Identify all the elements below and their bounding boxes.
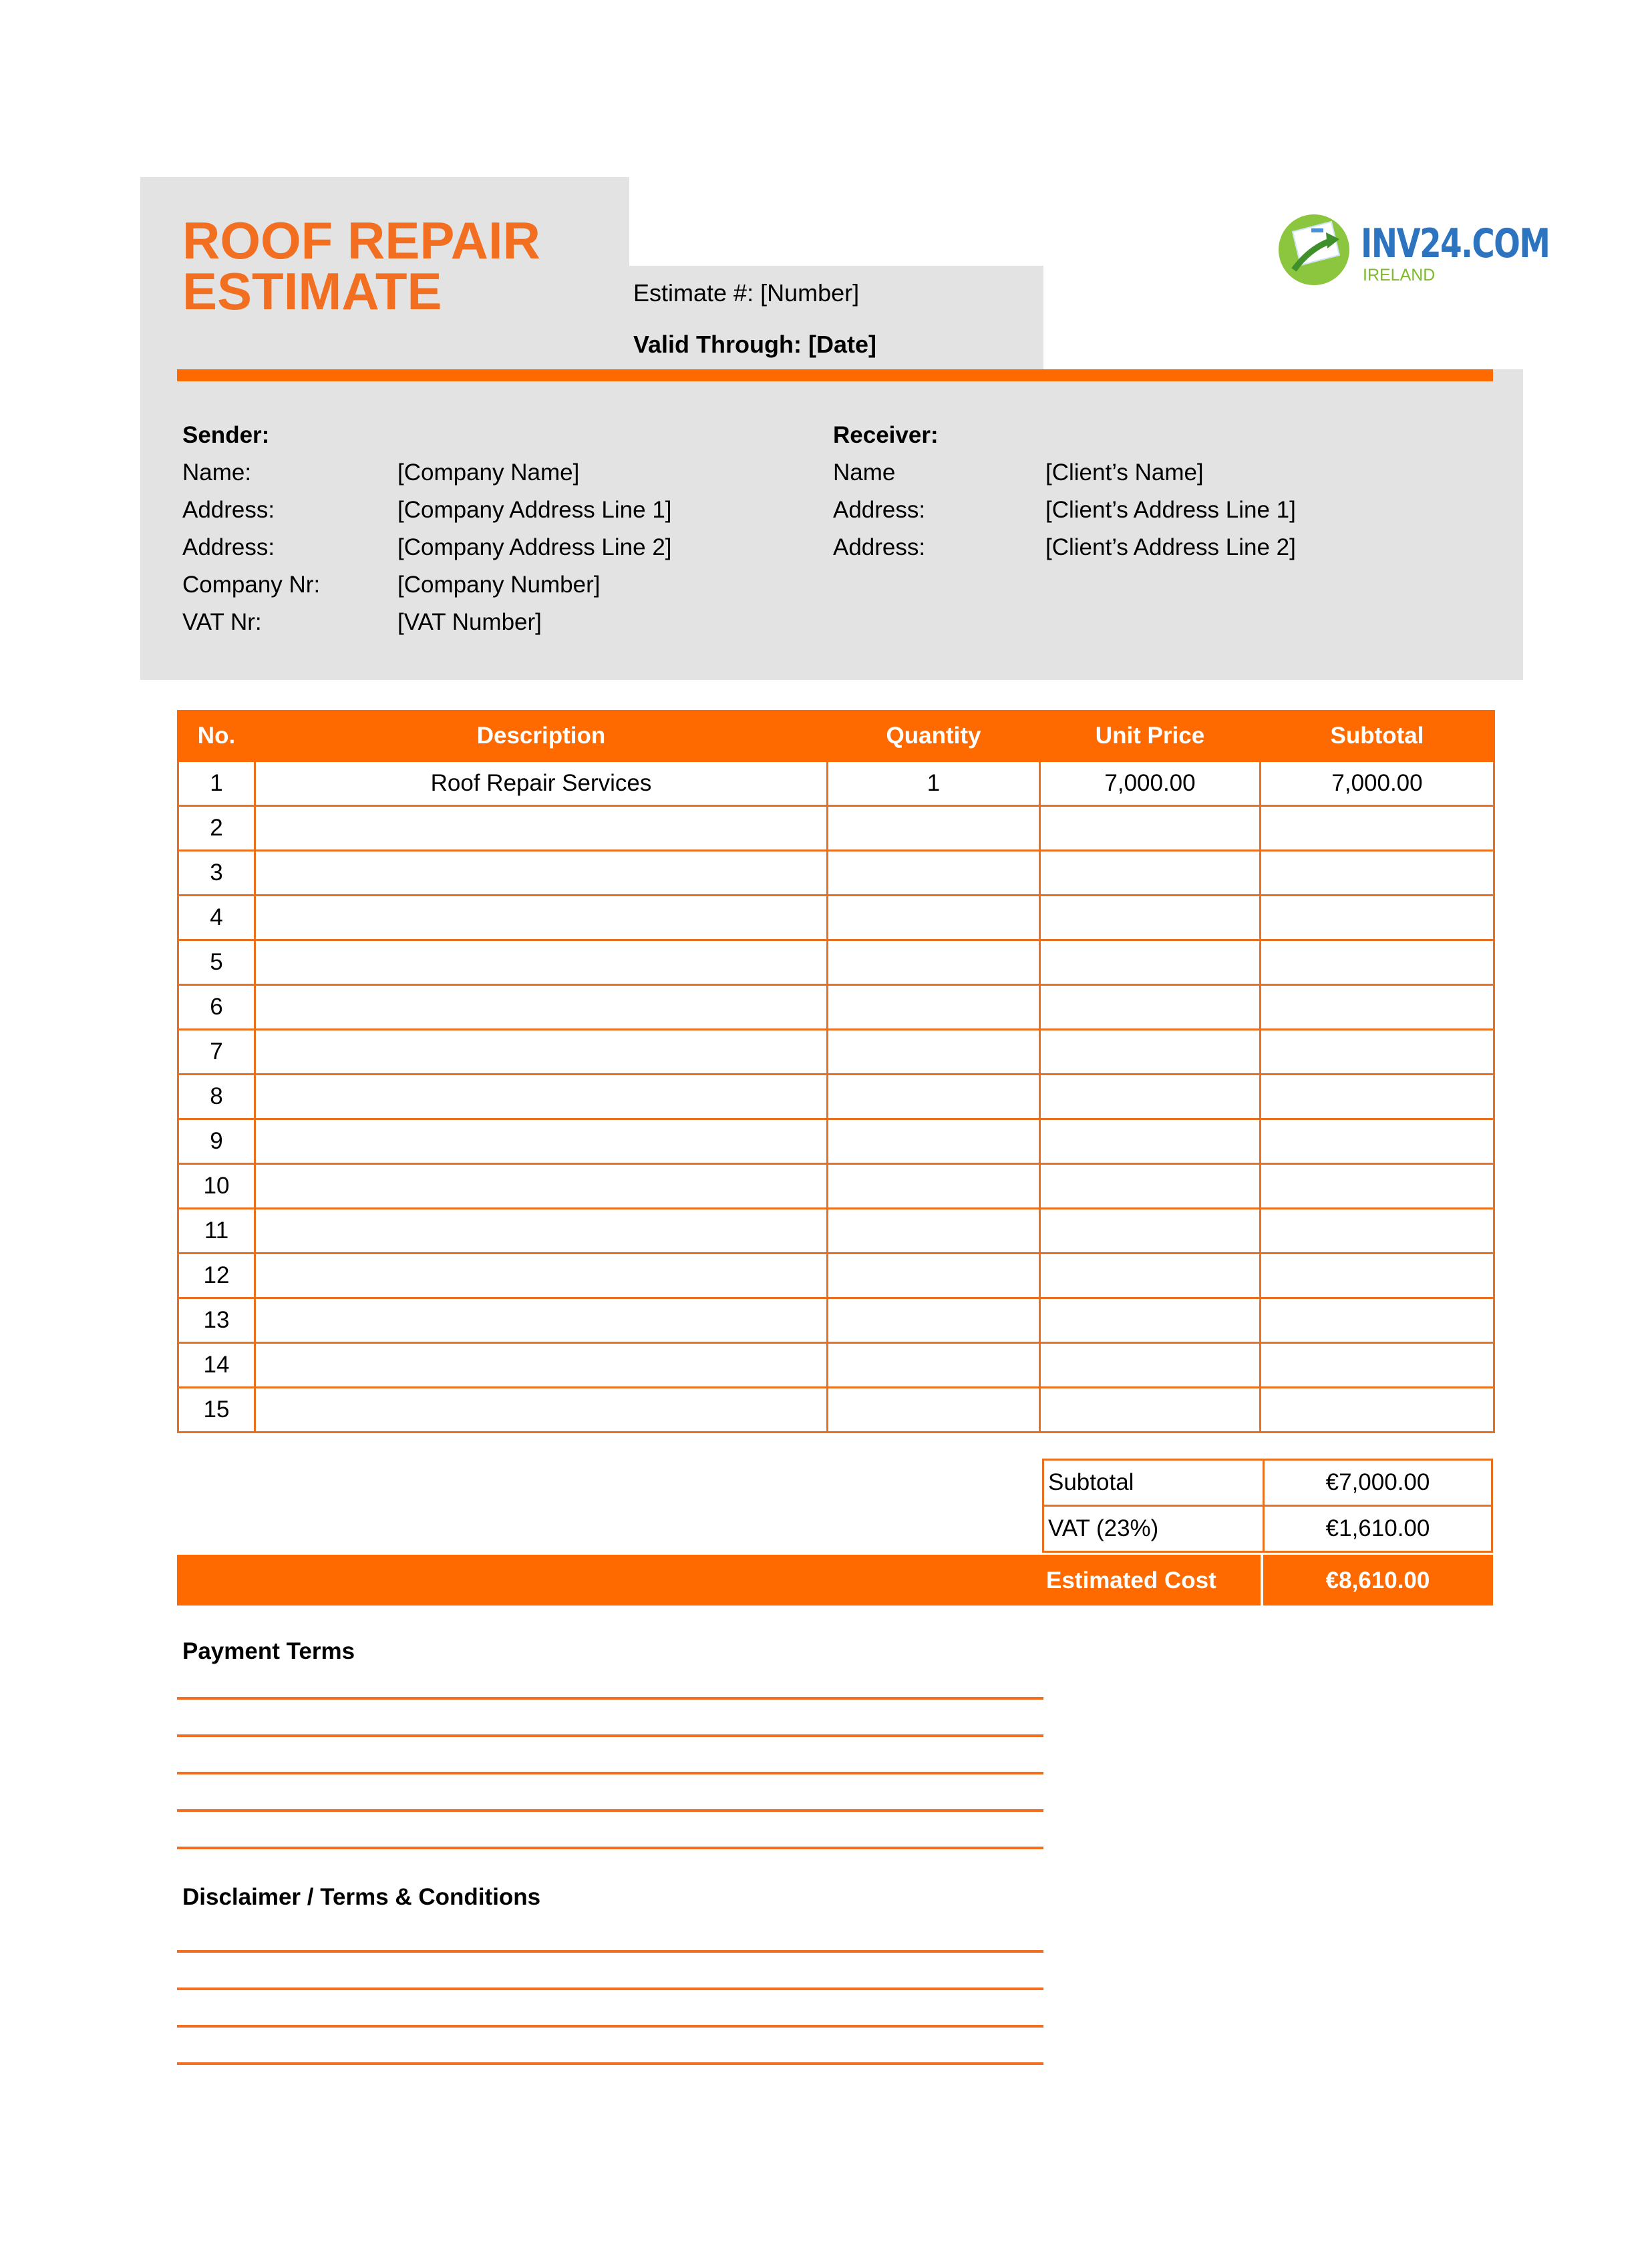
vat-label-cell [1042, 1505, 1265, 1553]
table-row [178, 1254, 1494, 1298]
cell-subtotal [1261, 1343, 1494, 1388]
cell-no: 12 [178, 1254, 255, 1298]
table-row [178, 1388, 1494, 1433]
receiver-value: [Client’s Address Line 1] [1045, 497, 1296, 523]
sender-value: [Company Name] [397, 459, 580, 486]
table-row [178, 761, 1494, 806]
cell-quantity [828, 1388, 1040, 1433]
table-row [178, 1298, 1494, 1343]
sender-heading: Sender: [182, 422, 270, 448]
items-table [177, 710, 1495, 1433]
cell-description [255, 851, 828, 896]
cell-quantity [828, 896, 1040, 940]
cell-quantity [828, 1343, 1040, 1388]
sender-value: [VAT Number] [397, 609, 542, 635]
cell-subtotal [1261, 1075, 1494, 1119]
column-header-description: Description [255, 711, 828, 761]
cell-unit-price [1040, 1030, 1261, 1075]
cell-subtotal [1261, 1298, 1494, 1343]
subtotal-label-cell [1042, 1459, 1265, 1507]
cell-subtotal [1261, 1030, 1494, 1075]
cell-quantity [828, 1209, 1040, 1254]
sender-label: VAT Nr: [182, 609, 262, 635]
cell-quantity [828, 851, 1040, 896]
table-row [178, 1119, 1494, 1164]
disclaimer-line [177, 2062, 1043, 2065]
party-panel [140, 369, 1523, 680]
payment-terms-line [177, 1847, 1043, 1849]
cell-description [255, 1119, 828, 1164]
disclaimer-line [177, 1988, 1043, 1990]
column-header-unit-price: Unit Price [1040, 711, 1261, 761]
logo-text: INV24.COM [1361, 220, 1550, 267]
column-header-no: No. [178, 711, 255, 761]
document-title-line1: ROOF REPAIR [182, 211, 540, 270]
cell-quantity [828, 985, 1040, 1030]
cell-subtotal [1261, 896, 1494, 940]
cell-description [255, 1209, 828, 1254]
sender-label: Address: [182, 497, 275, 523]
payment-terms-title: Payment Terms [182, 1638, 355, 1664]
cell-no: 14 [178, 1343, 255, 1388]
cell-no: 2 [178, 806, 255, 851]
sender-value: [Company Address Line 2] [397, 534, 672, 560]
cell-unit-price [1040, 1209, 1261, 1254]
estimated-cost-value: €8,610.00 [1325, 1567, 1430, 1593]
cell-unit-price: 7,000.00 [1040, 761, 1261, 806]
payment-terms-line [177, 1734, 1043, 1737]
cell-description [255, 896, 828, 940]
cell-description: Roof Repair Services [255, 761, 828, 806]
sender-label: Name: [182, 459, 252, 486]
disclaimer-line [177, 2025, 1043, 2028]
logo-subtext: IRELAND [1363, 266, 1436, 285]
subtotal-value-cell [1263, 1459, 1493, 1507]
cell-unit-price [1040, 1388, 1261, 1433]
table-row [178, 1209, 1494, 1254]
table-row [178, 1164, 1494, 1209]
payment-terms-line [177, 1809, 1043, 1812]
sender-label: Company Nr: [182, 572, 321, 598]
document-title-line2: ESTIMATE [182, 262, 442, 321]
table-row [178, 806, 1494, 851]
subtotal-value: €7,000.00 [1325, 1469, 1430, 1495]
cell-no: 1 [178, 761, 255, 806]
cell-unit-price [1040, 851, 1261, 896]
cell-quantity [828, 1030, 1040, 1075]
cell-subtotal [1261, 1254, 1494, 1298]
table-row [178, 940, 1494, 985]
cell-unit-price [1040, 1254, 1261, 1298]
vat-label: VAT (23%) [1048, 1515, 1159, 1541]
cell-subtotal [1261, 1164, 1494, 1209]
cell-subtotal [1261, 806, 1494, 851]
table-row [178, 1343, 1494, 1388]
table-row [178, 1030, 1494, 1075]
receiver-label: Address: [833, 497, 926, 523]
table-row [178, 896, 1494, 940]
cell-quantity [828, 1119, 1040, 1164]
cell-subtotal [1261, 851, 1494, 896]
cell-unit-price [1040, 1298, 1261, 1343]
cell-subtotal: 7,000.00 [1261, 761, 1494, 806]
cell-no: 8 [178, 1075, 255, 1119]
payment-terms-line [177, 1772, 1043, 1774]
cell-unit-price [1040, 1164, 1261, 1209]
receiver-value: [Client’s Name] [1045, 459, 1204, 486]
cell-description [255, 1254, 828, 1298]
table-header-row [178, 711, 1494, 761]
cell-no: 10 [178, 1164, 255, 1209]
cell-unit-price [1040, 1119, 1261, 1164]
cell-no: 7 [178, 1030, 255, 1075]
cell-description [255, 1343, 828, 1388]
cell-no: 11 [178, 1209, 255, 1254]
cell-no: 9 [178, 1119, 255, 1164]
receiver-label: Address: [833, 534, 926, 560]
sender-value: [Company Address Line 1] [397, 497, 672, 523]
cell-quantity [828, 1298, 1040, 1343]
cell-quantity [828, 1075, 1040, 1119]
estimated-cost-label: Estimated Cost [1046, 1567, 1216, 1593]
cell-no: 6 [178, 985, 255, 1030]
cell-no: 5 [178, 940, 255, 985]
cell-unit-price [1040, 1343, 1261, 1388]
cell-subtotal [1261, 1119, 1494, 1164]
table-row [178, 851, 1494, 896]
table-row [178, 1075, 1494, 1119]
cell-quantity [828, 1164, 1040, 1209]
cell-subtotal [1261, 1388, 1494, 1433]
receiver-heading: Receiver: [833, 422, 939, 448]
cell-description [255, 1030, 828, 1075]
estimate-number: Estimate #: [Number] [633, 279, 860, 307]
subtotal-label: Subtotal [1048, 1469, 1134, 1495]
cell-subtotal [1261, 985, 1494, 1030]
cell-unit-price [1040, 985, 1261, 1030]
cell-unit-price [1040, 896, 1261, 940]
cell-description [255, 1388, 828, 1433]
sender-label: Address: [182, 534, 275, 560]
cell-no: 15 [178, 1388, 255, 1433]
cell-no: 3 [178, 851, 255, 896]
valid-through: Valid Through: [Date] [633, 331, 876, 358]
cell-description [255, 940, 828, 985]
disclaimer-title: Disclaimer / Terms & Conditions [182, 1884, 541, 1910]
cell-quantity [828, 940, 1040, 985]
cell-description [255, 806, 828, 851]
cell-description [255, 1075, 828, 1119]
payment-terms-line [177, 1697, 1043, 1700]
disclaimer-line [177, 1950, 1043, 1953]
cell-quantity: 1 [828, 761, 1040, 806]
cell-description [255, 1298, 828, 1343]
items-body [178, 761, 1494, 1433]
vat-value: €1,610.00 [1325, 1515, 1430, 1541]
cell-unit-price [1040, 806, 1261, 851]
cell-unit-price [1040, 940, 1261, 985]
header-divider [177, 369, 1493, 381]
cell-no: 4 [178, 896, 255, 940]
cell-subtotal [1261, 1209, 1494, 1254]
cell-unit-price [1040, 1075, 1261, 1119]
cell-subtotal [1261, 940, 1494, 985]
sender-value: [Company Number] [397, 572, 601, 598]
cell-quantity [828, 806, 1040, 851]
cell-description [255, 985, 828, 1030]
receiver-value: [Client’s Address Line 2] [1045, 534, 1296, 560]
receiver-label: Name [833, 459, 896, 486]
column-header-subtotal: Subtotal [1261, 711, 1494, 761]
column-header-quantity: Quantity [828, 711, 1040, 761]
cell-quantity [828, 1254, 1040, 1298]
table-row [178, 985, 1494, 1030]
vat-value-cell [1263, 1505, 1493, 1553]
cell-description [255, 1164, 828, 1209]
cell-no: 13 [178, 1298, 255, 1343]
